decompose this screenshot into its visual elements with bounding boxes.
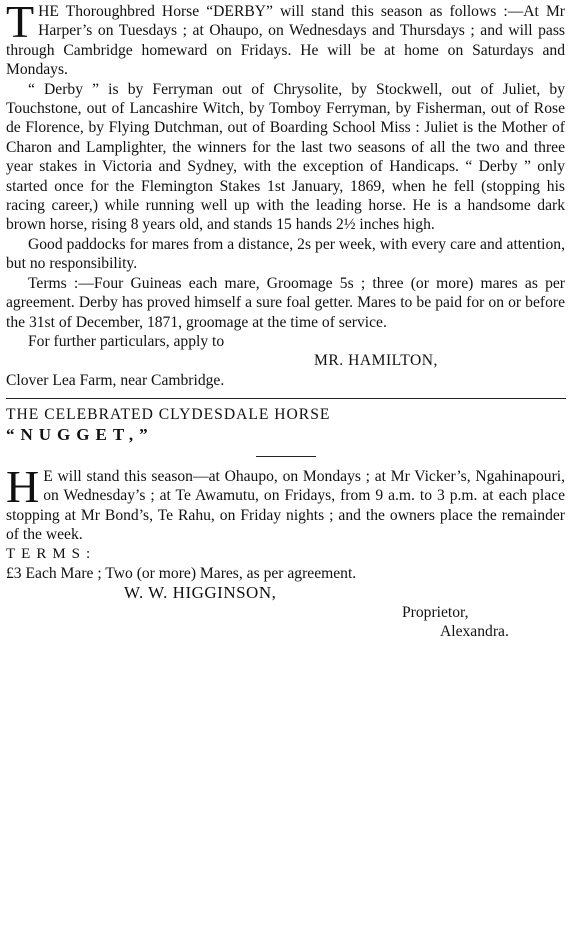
nugget-short-rule bbox=[256, 456, 316, 457]
derby-drop-cap: T bbox=[6, 0, 35, 47]
advertisement-divider bbox=[6, 398, 566, 399]
derby-signature-address: Clover Lea Farm, near Cambridge. bbox=[6, 371, 225, 389]
nugget-signature-title: Proprietor, bbox=[402, 603, 469, 621]
nugget-terms-heading: TERMS: bbox=[6, 545, 97, 562]
derby-signature-name: MR. HAMILTON, bbox=[314, 352, 438, 370]
nugget-terms-line: £3 Each Mare ; Two (or more) Mares, as per agreement. bbox=[6, 564, 357, 582]
nugget-advertisement bbox=[6, 405, 565, 641]
nugget-signature-name: W. W. HIGGINSON, bbox=[124, 583, 277, 603]
derby-pedigree-paragraph: “ Derby ” is by Ferryman out of Chrysolite, by Stockwell, out of Juliet, by Touchstone, out of Lancashire Witch, by Tomboy Ferryman, by Fisherman, out of Rose de Florence, by Flying Dutchman, out of Boarding School Miss : Juliet is the Mother of Charon and Lamplighter, the winners for the last two seasons of all the two and three year stakes in Victoria and Sydney, with the exception of Handicaps. “ Derby ” only started once for the Flemington Stakes 1st January, 1869, when he fell (stopping his racing career,) while running well up with the leading horse. He is a handsome dark brown horse, rising 8 years old, and stands 15 hands 2½ inches high. bbox=[6, 80, 565, 234]
nugget-schedule-paragraph bbox=[6, 460, 565, 545]
derby-advertisement bbox=[6, 2, 565, 390]
derby-apply-line: For further particulars, apply to bbox=[28, 332, 225, 350]
derby-paddocks-paragraph: Good paddocks for mares from a distance, 2s per week, with every care and attention, but no responsibility. bbox=[6, 235, 565, 273]
nugget-signature-place: Alexandra. bbox=[440, 623, 509, 641]
nugget-schedule-text: E will stand this season—at Ohaupo, on Mondays ; at Mr Vicker’s, Ngahinapouri, on Wednesday’s ; at Te Awamutu, on Fridays, from 9 a.m. to 3 p.m. at each place stopping at Mr Bond’s, Te Rahu, on Friday nights ; and the owners place the remainder of the week. bbox=[6, 467, 565, 544]
derby-terms-paragraph: Terms :—Four Guineas each mare, Groomage 5s ; three (or more) mares as per agreement. Derby has proved himself a sure foal getter. Mares to be paid for on or before the 31st of December, 1871, groomage at the time of service. bbox=[6, 274, 565, 331]
derby-intro-text: HE Thoroughbred Horse “DERBY” will stand this season as follows :—At Mr Harper’s on Tuesdays ; at Ohaupo, on Wednesdays and Thursdays ; and will pass through Cambridge homeward on Fridays. He will be at home on Saturdays and Mondays. bbox=[6, 3, 565, 79]
derby-intro-paragraph bbox=[6, 2, 565, 80]
nugget-drop-cap: H bbox=[6, 460, 40, 512]
nugget-headline: THE CELEBRATED CLYDESDALE HORSE bbox=[6, 406, 331, 424]
nugget-horse-name: “NUGGET,” bbox=[6, 424, 154, 444]
